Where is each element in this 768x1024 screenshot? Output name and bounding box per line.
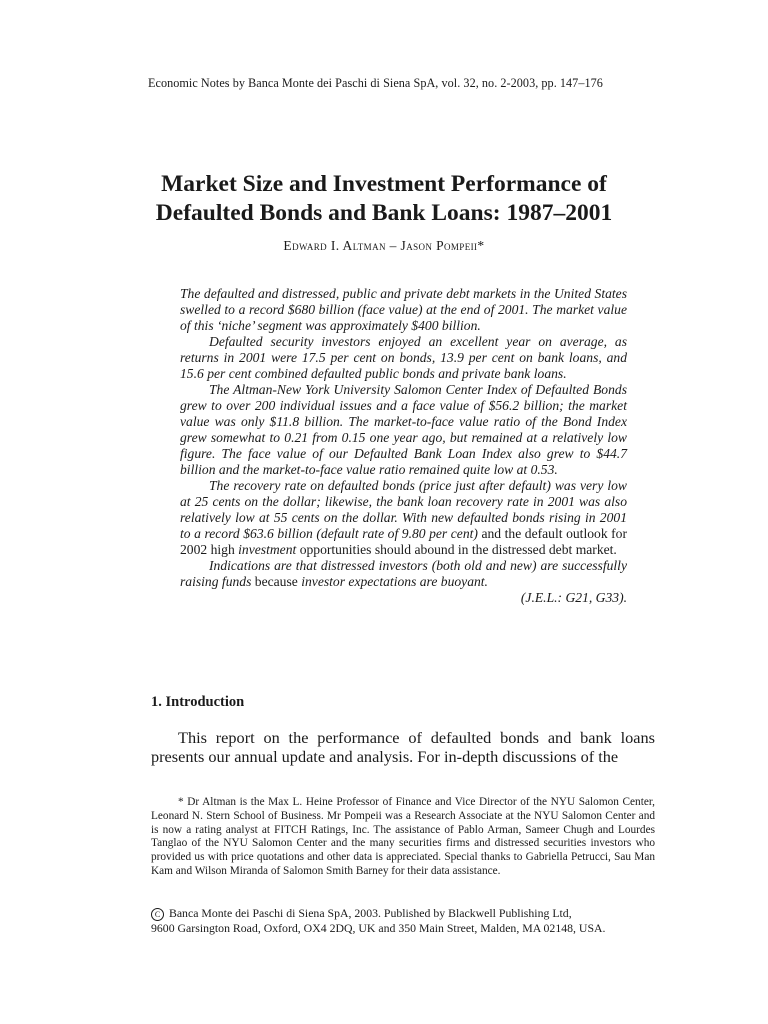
copyright-line-2: 9600 Garsington Road, Oxford, OX4 2DQ, UK and 350 Main Street, Malden, MA 02148, USA. xyxy=(151,921,606,935)
abstract-paragraph-4 xyxy=(180,478,627,558)
abstract-p4-roman-2: opportunities should abound in the distressed debt market. xyxy=(296,542,617,557)
copyright-line-1 xyxy=(151,906,655,921)
abstract-paragraph-3: The Altman-New York University Salomon Center Index of Defaulted Bonds grew to over 200 individual issues and a face value of $56.2 billion; the market value was only $11.8 billion. The market-to-face value ratio of the Bond Index grew somewhat to 0.21 from 0.15 one year ago, but remained at a relatively low figure. The face value of our Defaulted Bank Loan Index also grew to $44.7 billion and the market-to-face value ratio remained quite low at 0.53. xyxy=(180,382,627,477)
abstract-p5-italic: Indications are that distressed investors (both old and new) are successfully raising funds xyxy=(180,558,627,589)
author-footnote: * Dr Altman is the Max L. Heine Professor of Finance and Vice Director of the NYU Salomon Center, Leonard N. Stern School of Business. Mr Pompeii was a Research Associate at the NYU Salomon Center and is now a rating analyst at FITCH Ratings, Inc. The assistance of Pablo Arman, Sameer Chugh and Lourdes Tanglao of the NYU Salomon Center and the many securities firms and distressed securities investors who provided us with price quotations and other data is appreciated. Special thanks to Gabriella Petrucci, Sau Man Kam and Wilson Miranda of Salomon Smith Barney for their data assistance. xyxy=(151,796,655,877)
copyright-text-1: Banca Monte dei Paschi di Siena SpA, 2003. Published by Blackwell Publishing Ltd, xyxy=(168,906,572,920)
section-heading-introduction: 1. Introduction xyxy=(151,694,245,710)
abstract-p5-roman: because xyxy=(251,574,302,589)
abstract-paragraph-2: Defaulted security investors enjoyed an excellent year on average, as returns in 2001 were 17.5 per cent on bonds, 13.9 per cent on bank loans, and 15.6 per cent combined defaulted public bonds and private bank loans. xyxy=(180,334,627,381)
abstract xyxy=(180,286,627,606)
abstract-p4-roman: and the default outlook for 2002 high xyxy=(180,526,628,557)
running-head: Economic Notes by Banca Monte dei Paschi di Siena SpA, vol. 32, no. 2-2003, pp. 147–176 xyxy=(148,76,603,90)
title-line-2: Defaulted Bonds and Bank Loans: 1987–2001 xyxy=(155,200,613,226)
introduction-paragraph: This report on the performance of defaulted bonds and bank loans presents our annual update and analysis. For in-depth discussions of the xyxy=(151,728,655,766)
copyright-icon: C xyxy=(151,908,164,921)
authors: Edward I. Altman – Jason Pompeii* xyxy=(283,238,485,253)
abstract-paragraph-5 xyxy=(180,558,627,590)
jel-codes: (J.E.L.: G21, G33). xyxy=(520,590,627,605)
copyright-notice xyxy=(151,906,655,936)
abstract-p4-italic: The recovery rate on defaulted bonds (price just after default) was very low at 25 cents on the dollar; likewise, the bank loan recovery rate in 2001 was also relatively low at 55 cents on the dollar. With new defaulted bonds rising in 2001 to a record $63.6 billion (default rate of 9.80 per cent) xyxy=(180,478,627,541)
abstract-paragraph-1: The defaulted and distressed, public and private debt markets in the United States swelled to a record $680 billion (face value) at the end of 2001. The market value of this ‘niche’ segment was approximately $400 billion. xyxy=(180,286,627,333)
title-line-1: Market Size and Investment Performance of xyxy=(161,171,607,197)
abstract-p4-italic-2: investment xyxy=(238,542,297,557)
paper-title xyxy=(100,170,668,228)
abstract-p5-italic-2: investor expectations are buoyant. xyxy=(301,574,488,589)
